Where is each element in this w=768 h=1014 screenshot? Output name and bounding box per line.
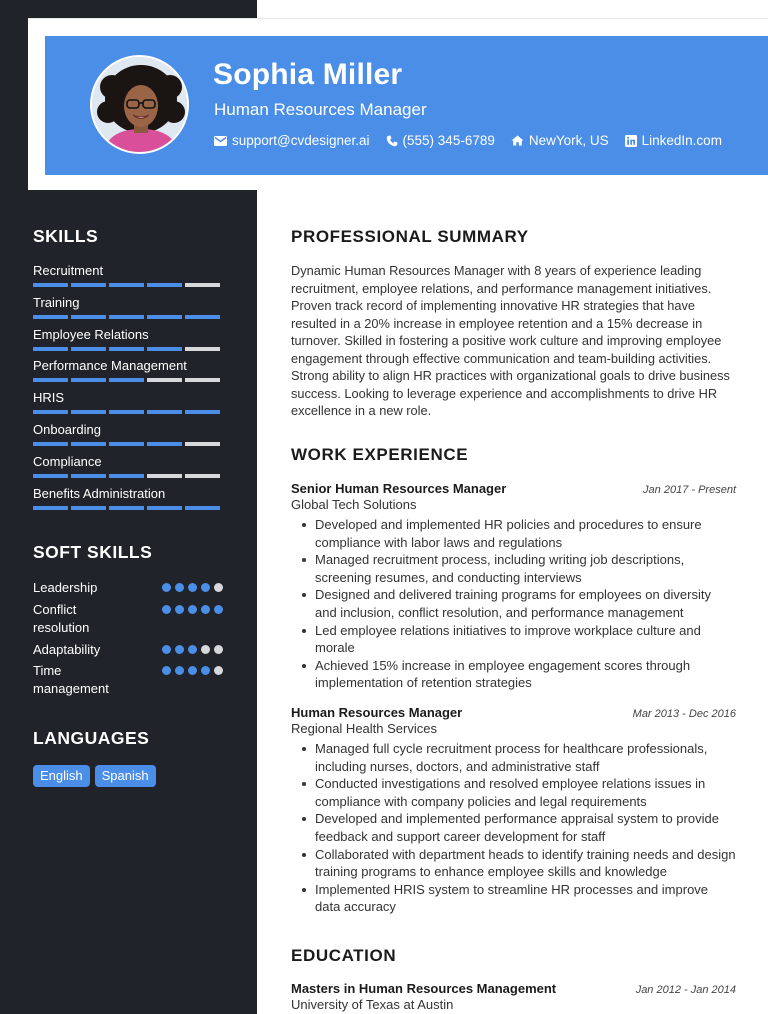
skill-level-segment — [71, 283, 106, 287]
skill-label: Onboarding — [33, 422, 101, 437]
soft-skill-rating — [162, 583, 223, 597]
skill-level-segment — [147, 378, 182, 382]
skill-level-segment — [147, 315, 182, 319]
skill-level-bar — [33, 378, 223, 382]
language-badge: English — [33, 765, 90, 787]
job-bullet: Achieved 15% increase in employee engagement scores through implementation of retention strategies — [291, 657, 736, 692]
skill-level-segment — [33, 315, 68, 319]
rating-dot — [175, 583, 184, 592]
skill-level-segment — [185, 378, 220, 382]
skill-label: Employee Relations — [33, 326, 149, 342]
skill-level-segment — [109, 474, 144, 478]
rating-dot — [188, 666, 197, 675]
skill-level-segment — [109, 378, 144, 382]
candidate-name: Sophia Miller — [213, 58, 403, 91]
rating-dot — [162, 645, 171, 654]
skill-level-segment — [33, 474, 68, 478]
skill-item — [33, 422, 223, 446]
skill-label: Training — [33, 294, 80, 310]
soft-skill-label: Leadership — [33, 580, 98, 595]
candidate-title: Human Resources Manager — [214, 100, 427, 119]
skill-level-segment — [109, 347, 144, 351]
rating-dot — [188, 583, 197, 592]
rating-dot — [162, 605, 171, 614]
job-company: Global Tech Solutions — [291, 497, 417, 512]
job-bullet: Developed and implemented HR policies and procedures to ensure compliance with labor laws and regulations — [291, 516, 736, 551]
contact-location-text: NewYork, US — [528, 133, 609, 148]
job-bullet: Conducted investigations and resolved employee relations issues in compliance with company policies and legal requirements — [291, 775, 736, 810]
rating-dot — [214, 583, 223, 592]
skill-level-segment — [185, 283, 220, 287]
rating-dot — [214, 666, 223, 675]
rating-dot — [175, 605, 184, 614]
rating-dot — [201, 666, 210, 675]
rating-dot — [201, 583, 210, 592]
rating-dot — [201, 605, 210, 614]
rating-dot — [214, 645, 223, 654]
rating-dot — [175, 645, 184, 654]
education-school: University of Texas at Austin — [291, 997, 454, 1012]
soft-skill-rating — [162, 645, 223, 659]
rating-dot — [162, 583, 171, 592]
linkedin-icon — [625, 135, 637, 147]
skill-level-segment — [71, 315, 106, 319]
skill-label: Benefits Administration — [33, 485, 166, 501]
soft-skills-title: SOFT SKILLS — [33, 542, 153, 562]
skill-item — [33, 390, 223, 414]
contact-linkedin-text: LinkedIn.com — [641, 133, 722, 148]
skill-level-segment — [185, 315, 220, 319]
skill-level-bar — [33, 315, 223, 319]
skill-level-segment — [185, 506, 220, 510]
job-bullet: Led employee relations initiatives to improve workplace culture and morale — [291, 622, 736, 657]
job-bullet: Managed full cycle recruitment process for healthcare professionals, including nurses, doctors, and administrative staff — [291, 740, 736, 775]
skill-level-segment — [185, 347, 220, 351]
soft-skill-label: Conflict resolution — [33, 602, 90, 635]
skill-level-segment — [147, 347, 182, 351]
contact-linkedin[interactable] — [625, 133, 722, 148]
rating-dot — [214, 605, 223, 614]
contact-phone[interactable] — [386, 133, 495, 148]
phone-icon — [386, 135, 398, 147]
skill-level-segment — [33, 410, 68, 414]
skill-level-segment — [71, 474, 106, 478]
skill-level-segment — [71, 378, 106, 382]
skill-level-bar — [33, 474, 223, 478]
skill-level-bar — [33, 410, 223, 414]
skill-level-bar — [33, 442, 223, 446]
job-date: Mar 2013 - Dec 2016 — [632, 708, 736, 720]
skill-level-segment — [33, 283, 68, 287]
job-entry — [291, 481, 736, 692]
languages-title: LANGUAGES — [33, 728, 150, 748]
soft-skill-item — [33, 662, 223, 698]
rating-dot — [175, 666, 184, 675]
skill-item — [33, 454, 223, 478]
rating-dot — [201, 645, 210, 654]
skill-level-segment — [109, 410, 144, 414]
skill-level-segment — [147, 506, 182, 510]
skill-level-segment — [109, 315, 144, 319]
summary-text: Dynamic Human Resources Manager with 8 years of experience leading recruitment, employee relations, and performance management initiatives. Proven track record of implementing innovative HR strategies that have resulted in a 20% increase in employee retention and a 15% decrease in turnover. Skilled in fostering a positive work culture and improving employee engagement through effective communication and team-building activities. Strong ability to align HR practices with organizational goals to drive business success. Looking to leverage experience and accomplishments to drive HR excellence in a new role. — [291, 263, 730, 418]
soft-skill-label: Adaptability — [33, 642, 101, 657]
job-entry — [291, 705, 736, 916]
skill-level-segment — [71, 442, 106, 446]
skill-level-segment — [109, 442, 144, 446]
skill-level-bar — [33, 347, 223, 351]
skill-level-segment — [109, 283, 144, 287]
skill-label: HRIS — [33, 390, 65, 406]
job-bullet: Collaborated with department heads to identify training needs and design training programs to enhance employee skills and knowledge — [291, 846, 736, 881]
education-degree: Masters in Human Resources Management — [291, 981, 557, 996]
education-date: Jan 2012 - Jan 2014 — [635, 984, 736, 996]
job-company: Regional Health Services — [291, 721, 437, 736]
rating-dot — [188, 605, 197, 614]
soft-skill-item — [33, 601, 223, 637]
skill-level-segment — [147, 442, 182, 446]
skill-label: Performance Management — [33, 358, 187, 374]
contact-email[interactable] — [214, 133, 370, 148]
skill-level-segment — [33, 347, 68, 351]
skill-level-bar — [33, 506, 223, 510]
soft-skill-item — [33, 579, 223, 597]
envelope-icon — [214, 136, 227, 146]
soft-skill-rating — [162, 605, 223, 637]
contact-phone-text: (555) 345-6789 — [402, 133, 495, 148]
rating-dot — [162, 666, 171, 675]
skill-item — [33, 327, 223, 351]
soft-skill-rating — [162, 666, 223, 698]
experience-title: WORK EXPERIENCE — [291, 445, 469, 464]
avatar — [90, 55, 189, 154]
skill-level-segment — [33, 506, 68, 510]
job-date: Jan 2017 - Present — [643, 484, 736, 496]
skill-label: Recruitment — [33, 263, 104, 278]
skill-level-segment — [71, 347, 106, 351]
job-bullet: Implemented HRIS system to streamline HR processes and improve data accuracy — [291, 881, 736, 916]
skill-level-segment — [185, 474, 220, 478]
soft-skill-item — [33, 641, 223, 659]
skill-level-segment — [33, 378, 68, 382]
skill-level-segment — [185, 410, 220, 414]
skill-item — [33, 358, 223, 382]
skill-item — [33, 295, 223, 319]
skill-level-segment — [147, 283, 182, 287]
job-role: Senior Human Resources Manager — [291, 481, 507, 496]
skill-level-segment — [109, 506, 144, 510]
job-role: Human Resources Manager — [291, 705, 463, 720]
job-bullet: Managed recruitment process, including writing job descriptions, screening resumes, and conducting interviews — [291, 551, 736, 586]
job-bullets — [291, 740, 736, 916]
contact-location — [511, 133, 609, 148]
skill-level-segment — [71, 506, 106, 510]
contact-email-text: support@cvdesigner.ai — [232, 133, 370, 148]
summary-title: PROFESSIONAL SUMMARY — [291, 227, 529, 246]
skill-level-bar — [33, 283, 223, 287]
skill-item — [33, 486, 223, 510]
education-title: EDUCATION — [291, 946, 397, 965]
skill-item — [33, 263, 223, 287]
education-entry — [291, 981, 736, 1012]
contact-row — [214, 133, 722, 148]
job-bullets — [291, 516, 736, 692]
job-bullet: Designed and delivered training programs for employees on diversity and inclusion, conflict resolution, and performance management — [291, 586, 736, 621]
soft-skill-label: Time management — [33, 663, 109, 696]
job-bullet: Developed and implemented performance appraisal system to provide feedback and support career development for staff — [291, 810, 736, 845]
skills-title: SKILLS — [33, 226, 99, 246]
rating-dot — [188, 645, 197, 654]
language-badge: Spanish — [95, 765, 156, 787]
skill-level-segment — [71, 410, 106, 414]
home-icon — [511, 135, 524, 146]
skill-level-segment — [185, 442, 220, 446]
skill-level-segment — [147, 410, 182, 414]
skill-level-segment — [33, 442, 68, 446]
skill-label: Compliance — [33, 453, 102, 469]
languages-list — [33, 765, 156, 787]
skill-level-segment — [147, 474, 182, 478]
